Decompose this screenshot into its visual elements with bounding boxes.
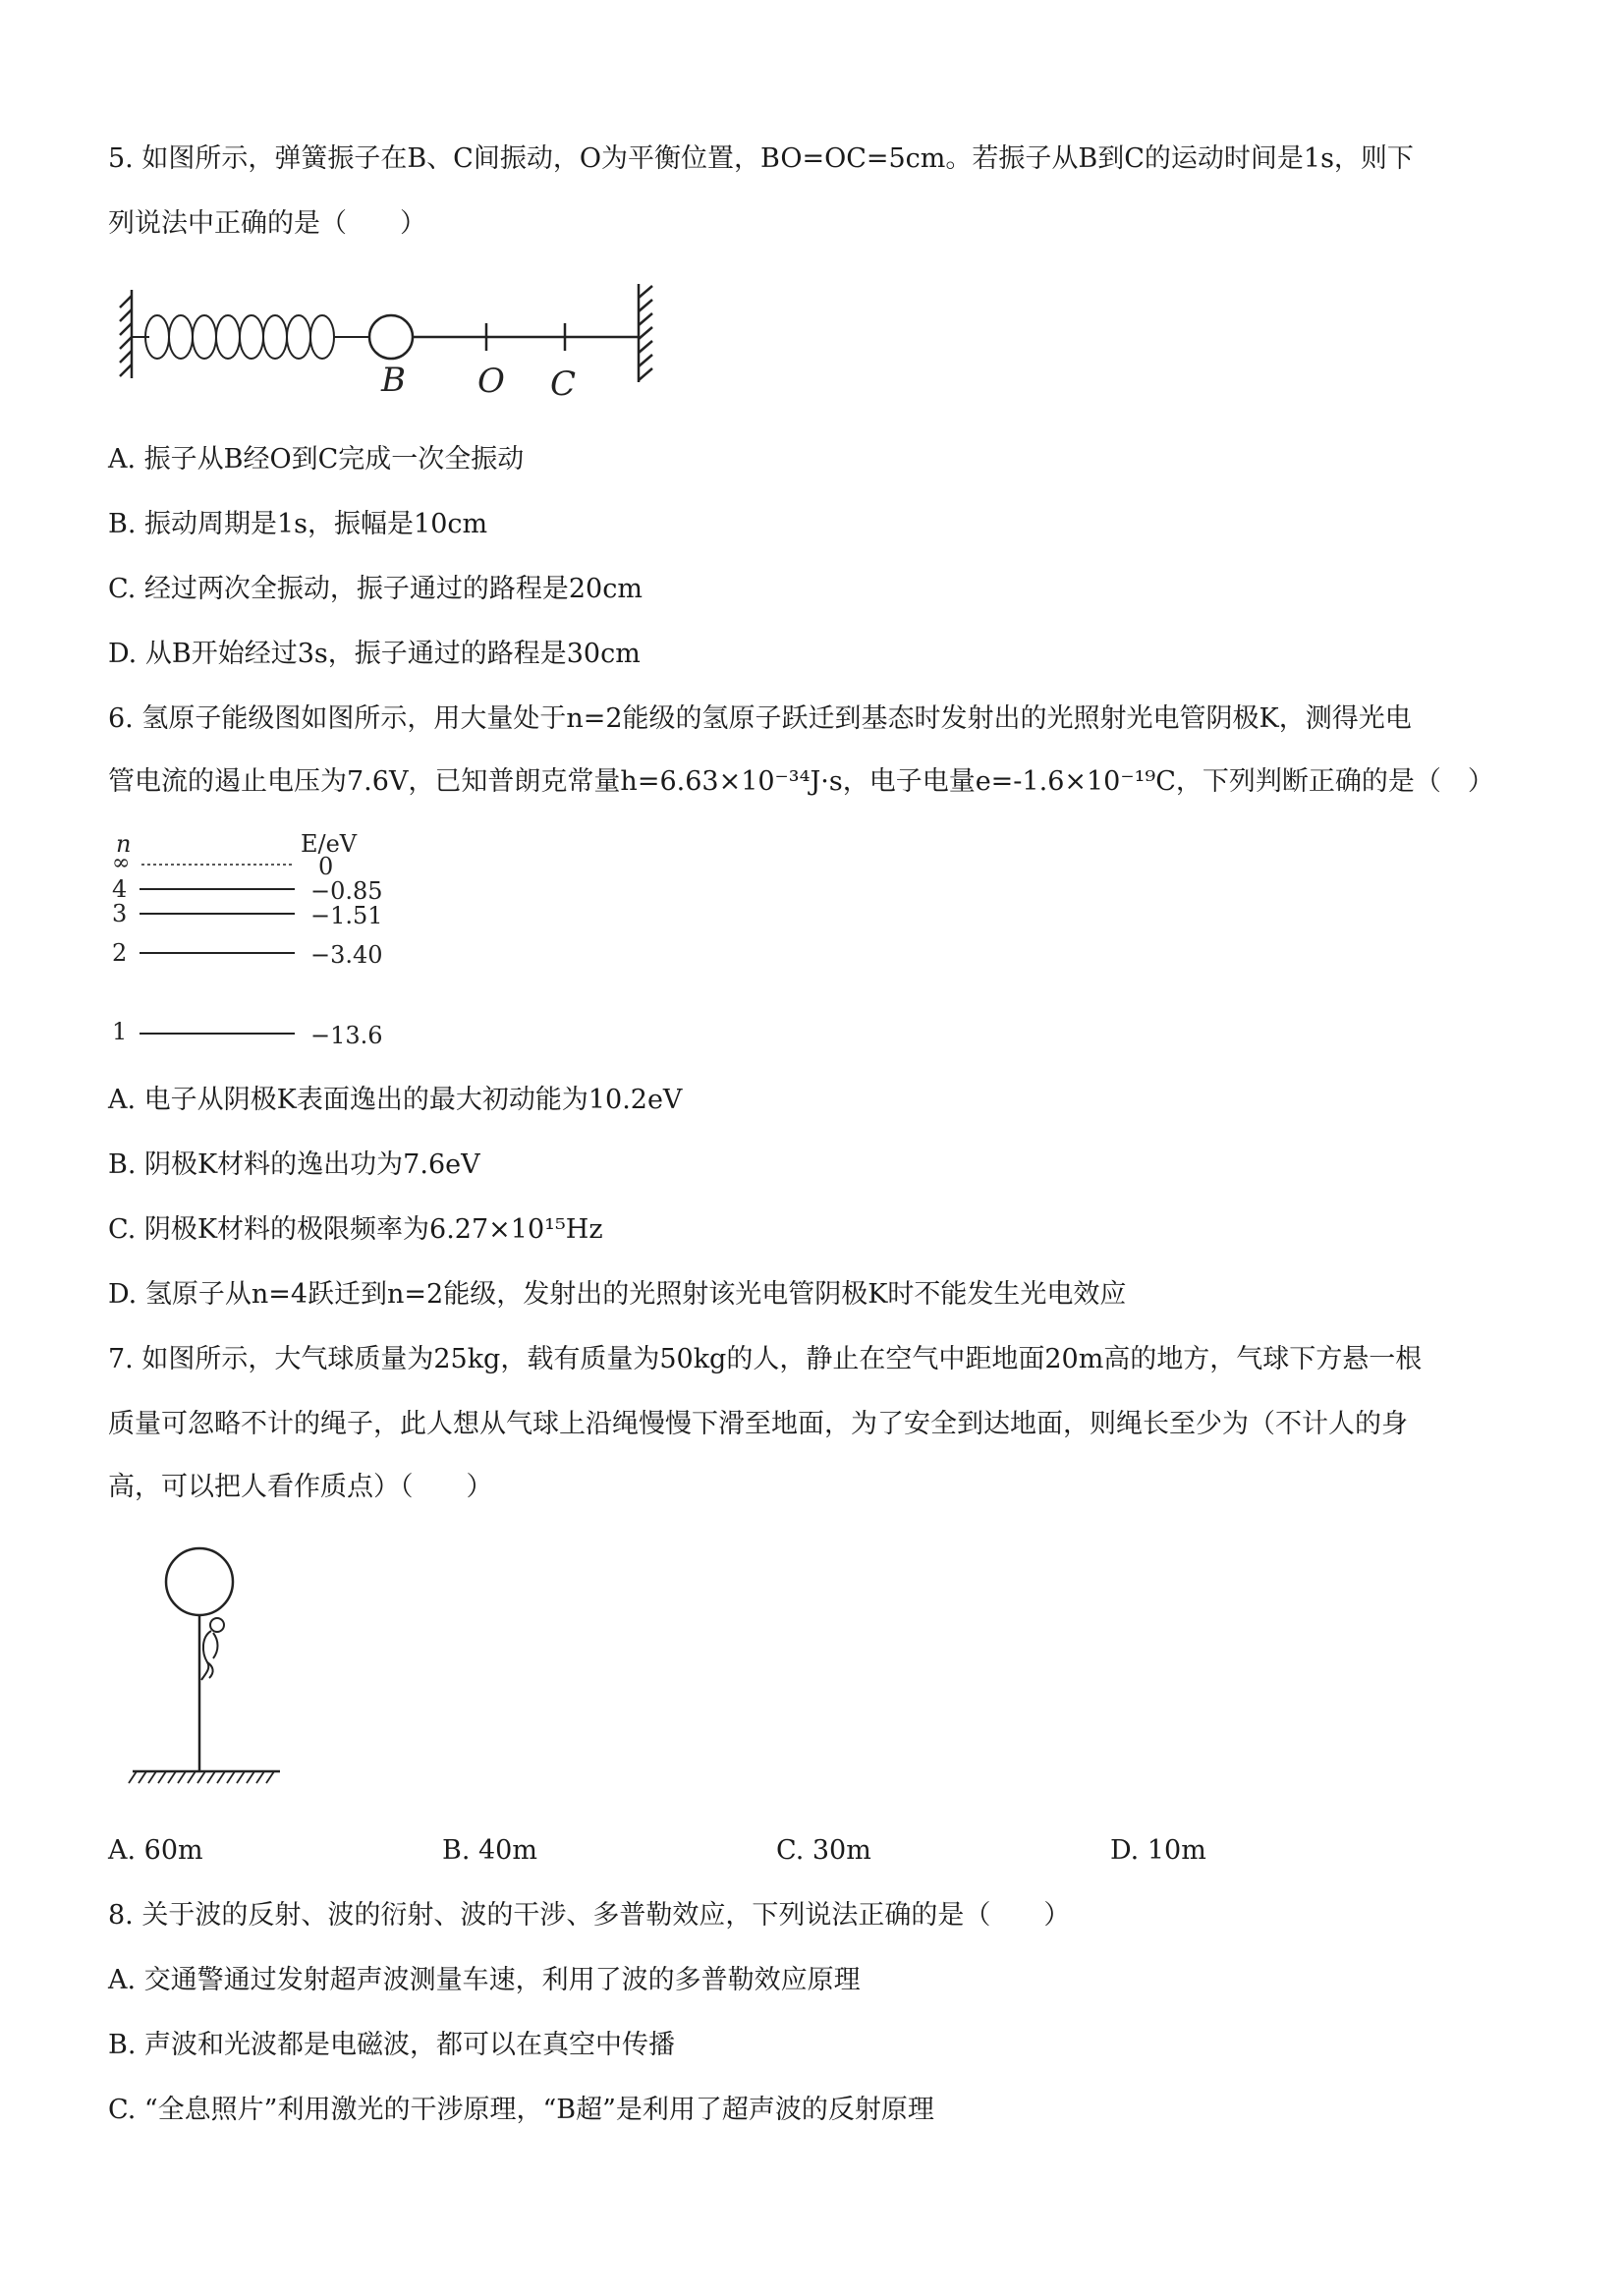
ground-hatch	[129, 1771, 274, 1783]
q6-option-c[interactable]: C. 阴极K材料的极限频率为6.27×10¹⁵Hz	[108, 1214, 603, 1245]
spring	[132, 315, 369, 359]
label-B: B	[381, 361, 406, 400]
level-e-3: −1.51	[310, 902, 383, 929]
level-n-1: 1	[112, 1018, 128, 1045]
oscillator-ball	[369, 315, 413, 359]
balloon-rope-figure	[123, 1542, 295, 1798]
q7-stem-line2: 质量可忽略不计的绳子，此人想从气球上沿绳慢慢下滑至地面，为了安全到达地面，则绳长至少为（不计人的身	[108, 1409, 1408, 1439]
n-header: n	[116, 830, 132, 858]
right-wall	[639, 284, 652, 382]
balloon	[166, 1548, 233, 1615]
q8-stem: 8. 关于波的反射、波的衍射、波的干涉、多普勒效应，下列说法正确的是（ ）	[108, 1900, 1071, 1931]
person-on-rope	[201, 1618, 224, 1680]
q6-option-a[interactable]: A. 电子从阴极K表面逸出的最大初动能为10.2eV	[108, 1085, 683, 1115]
q5-option-d[interactable]: D. 从B开始经过3s，振子通过的路程是30cm	[108, 639, 641, 669]
level-e-2: −3.40	[310, 941, 383, 969]
q5-stem-line1: 5. 如图所示，弹簧振子在B、C间振动，O为平衡位置，BO=OC=5cm。若振子从B到C的运动时间是1s，则下	[108, 143, 1414, 174]
q7-stem-line3: 高，可以把人看作质点）（ ）	[108, 1472, 493, 1502]
q6-option-b[interactable]: B. 阴极K材料的逸出功为7.6eV	[108, 1149, 480, 1180]
level-n-3: 3	[112, 900, 128, 927]
level-n-inf: ∞	[112, 851, 131, 875]
q5-option-b[interactable]: B. 振动周期是1s，振幅是10cm	[108, 509, 488, 539]
level-e-1: −13.6	[310, 1022, 383, 1049]
q8-option-c[interactable]: C. “全息照片”利用激光的干涉原理，“B超”是利用了超声波的反射原理	[108, 2095, 934, 2125]
level-n-4: 4	[112, 875, 128, 903]
q8-option-b[interactable]: B. 声波和光波都是电磁波，都可以在真空中传播	[108, 2030, 676, 2060]
e-header: E/eV	[301, 830, 358, 858]
q5-option-c[interactable]: C. 经过两次全振动，振子通过的路程是20cm	[108, 574, 643, 604]
level-n-2: 2	[112, 939, 128, 967]
q7-option-c[interactable]: C. 30m	[776, 1835, 871, 1866]
label-O: O	[477, 362, 505, 401]
left-wall	[120, 290, 132, 378]
level-e-4: −0.85	[310, 877, 383, 905]
q6-stem-line2: 管电流的遏止电压为7.6V，已知普朗克常量h=6.63×10⁻³⁴J·s，电子电量e=-1.6×10⁻¹⁹C，下列判断正确的是（ ）	[108, 766, 1494, 797]
q5-option-a[interactable]: A. 振子从B经O到C完成一次全振动	[108, 444, 525, 475]
q7-option-d[interactable]: D. 10m	[1110, 1835, 1206, 1866]
q6-option-d[interactable]: D. 氢原子从n=4跃迁到n=2能级，发射出的光照射该光电管阴极K时不能发生光电效应	[108, 1279, 1127, 1310]
level-e-inf: 0	[318, 853, 334, 880]
spring-oscillator-figure	[118, 280, 668, 408]
q7-option-a[interactable]: A. 60m	[108, 1835, 203, 1866]
q8-option-a[interactable]: A. 交通警通过发射超声波测量车速，利用了波的多普勒效应原理	[108, 1965, 861, 1995]
q7-stem-line1: 7. 如图所示，大气球质量为25kg，载有质量为50kg的人，静止在空气中距地面20m高的地方，气球下方悬一根	[108, 1344, 1423, 1374]
q7-option-b[interactable]: B. 40m	[442, 1835, 537, 1866]
q6-stem-line1: 6. 氢原子能级图如图所示，用大量处于n=2能级的氢原子跃迁到基态时发射出的光照射光电管阴极K，测得光电	[108, 703, 1412, 734]
label-C: C	[550, 364, 577, 404]
hydrogen-energy-level-diagram	[106, 825, 401, 1061]
q5-stem-line2: 列说法中正确的是（ ）	[108, 208, 426, 239]
